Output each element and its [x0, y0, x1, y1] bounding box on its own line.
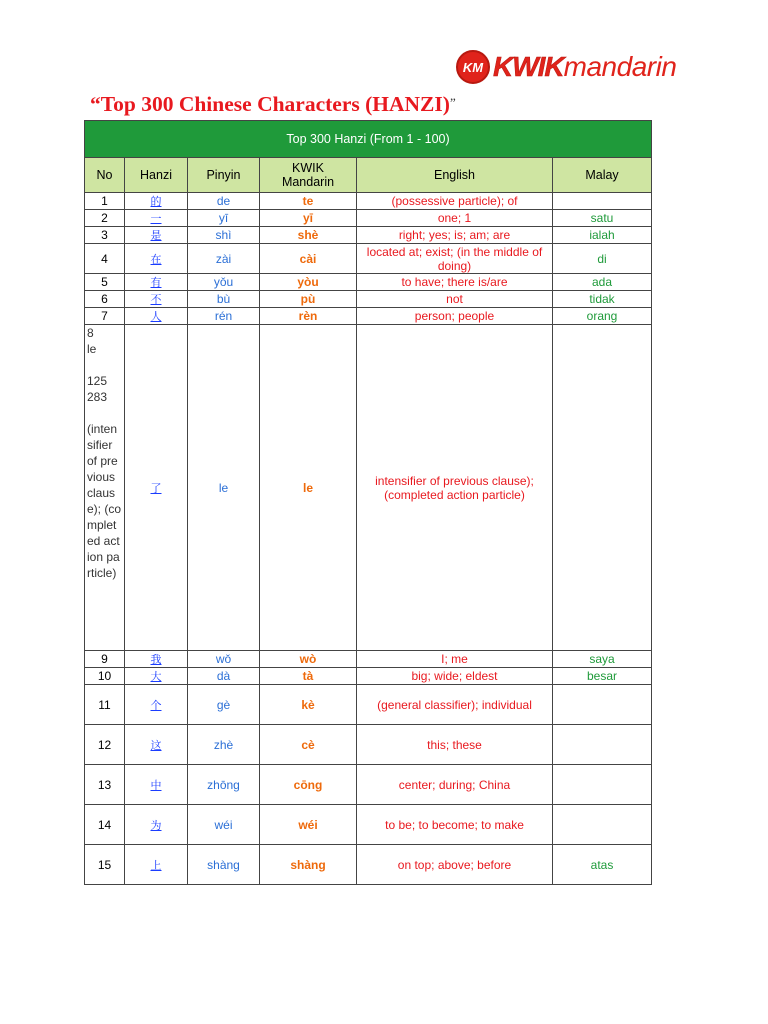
cell-english: located at; exist; (in the middle of doing)	[357, 244, 553, 274]
cell-no: 11	[85, 685, 125, 725]
cell-english: not	[357, 291, 553, 308]
cell-hanzi[interactable]: 有	[125, 274, 188, 291]
cell-english: right; yes; is; am; are	[357, 227, 553, 244]
cell-malay: satu	[553, 210, 652, 227]
table-row	[85, 193, 652, 210]
cell-pinyin: wéi	[188, 805, 260, 845]
table-row	[85, 274, 652, 291]
cell-kwik-mandarin: kè	[260, 685, 357, 725]
table-row	[85, 308, 652, 325]
cell-hanzi[interactable]: 人	[125, 308, 188, 325]
cell-kwik-mandarin: pù	[260, 291, 357, 308]
table-row	[85, 685, 652, 725]
cell-malay: di	[553, 244, 652, 274]
cell-hanzi[interactable]: 不	[125, 291, 188, 308]
logo-kwik-text: KWIK	[493, 51, 564, 82]
header-pinyin: Pinyin	[188, 158, 260, 193]
cell-english: to have; there is/are	[357, 274, 553, 291]
header-malay: Malay	[553, 158, 652, 193]
cell-no: 1	[85, 193, 125, 210]
cell-kwik-mandarin: cài	[260, 244, 357, 274]
cell-kwik-mandarin: shàng	[260, 845, 357, 885]
header-no: No	[85, 158, 125, 193]
table-row	[85, 291, 652, 308]
cell-kwik-mandarin: wò	[260, 651, 357, 668]
cell-no: 5	[85, 274, 125, 291]
header-kwik-mandarin: KWIK Mandarin	[260, 158, 357, 193]
cell-no: 4	[85, 244, 125, 274]
cell-kwik-mandarin: cè	[260, 725, 357, 765]
cell-pinyin: gè	[188, 685, 260, 725]
cell-malay: saya	[553, 651, 652, 668]
cell-kwik-mandarin: le	[260, 325, 357, 651]
cell-pinyin: yǒu	[188, 274, 260, 291]
cell-hanzi[interactable]: 个	[125, 685, 188, 725]
cell-english: one; 1	[357, 210, 553, 227]
cell-pinyin: de	[188, 193, 260, 210]
cell-no: 12	[85, 725, 125, 765]
cell-no: 2	[85, 210, 125, 227]
cell-hanzi[interactable]: 上	[125, 845, 188, 885]
cell-kwik-mandarin: rèn	[260, 308, 357, 325]
cell-malay: atas	[553, 845, 652, 885]
cell-kwik-mandarin: yòu	[260, 274, 357, 291]
cell-malay	[553, 193, 652, 210]
cell-pinyin: yī	[188, 210, 260, 227]
header-hanzi: Hanzi	[125, 158, 188, 193]
document-title-text: “Top 300 Chinese Characters (HANZI)	[90, 92, 450, 116]
cell-english: to be; to become; to make	[357, 805, 553, 845]
table-row	[85, 845, 652, 885]
cell-pinyin: zhōng	[188, 765, 260, 805]
cell-hanzi[interactable]: 了	[125, 325, 188, 651]
cell-hanzi[interactable]: 这	[125, 725, 188, 765]
cell-no: 6	[85, 291, 125, 308]
kwik-mandarin-logo	[456, 48, 676, 86]
cell-pinyin: bù	[188, 291, 260, 308]
cell-pinyin: dà	[188, 668, 260, 685]
cell-kwik-mandarin: te	[260, 193, 357, 210]
table-row	[85, 725, 652, 765]
logo-badge: KM	[456, 50, 490, 84]
table-row	[85, 805, 652, 845]
table-banner: Top 300 Hanzi (From 1 - 100)	[85, 121, 652, 158]
cell-no: 13	[85, 765, 125, 805]
cell-hanzi[interactable]: 为	[125, 805, 188, 845]
cell-malay: ialah	[553, 227, 652, 244]
cell-malay	[553, 725, 652, 765]
cell-malay	[553, 805, 652, 845]
hanzi-table	[84, 120, 652, 885]
cell-english: big; wide; eldest	[357, 668, 553, 685]
cell-hanzi[interactable]: 的	[125, 193, 188, 210]
table-row	[85, 651, 652, 668]
cell-pinyin: rén	[188, 308, 260, 325]
cell-pinyin: zài	[188, 244, 260, 274]
cell-hanzi[interactable]: 在	[125, 244, 188, 274]
cell-english: I; me	[357, 651, 553, 668]
table-header-row	[85, 158, 652, 193]
cell-english: (general classifier); individual	[357, 685, 553, 725]
cell-no: 7	[85, 308, 125, 325]
cell-pinyin: shàng	[188, 845, 260, 885]
cell-english: center; during; China	[357, 765, 553, 805]
cell-english: on top; above; before	[357, 845, 553, 885]
cell-no: 14	[85, 805, 125, 845]
cell-malay: ada	[553, 274, 652, 291]
cell-malay	[553, 325, 652, 651]
header-english: English	[357, 158, 553, 193]
table-row	[85, 668, 652, 685]
table-row	[85, 244, 652, 274]
table-row	[85, 325, 652, 651]
cell-malay: tidak	[553, 291, 652, 308]
cell-english: this; these	[357, 725, 553, 765]
cell-no: 3	[85, 227, 125, 244]
cell-kwik-mandarin: cōng	[260, 765, 357, 805]
cell-pinyin: shì	[188, 227, 260, 244]
cell-no: 15	[85, 845, 125, 885]
table-row	[85, 765, 652, 805]
document-title-closing-quote: ”	[449, 95, 456, 110]
cell-hanzi[interactable]: 中	[125, 765, 188, 805]
cell-kwik-mandarin: tà	[260, 668, 357, 685]
cell-pinyin: zhè	[188, 725, 260, 765]
table-row	[85, 227, 652, 244]
cell-malay: orang	[553, 308, 652, 325]
table-row	[85, 210, 652, 227]
cell-malay	[553, 685, 652, 725]
cell-no: 10	[85, 668, 125, 685]
cell-no: 8 le 125 283 (intensifier of previous clause); (completed action particle)	[85, 325, 125, 651]
cell-hanzi[interactable]: 我	[125, 651, 188, 668]
cell-english: (possessive particle); of	[357, 193, 553, 210]
cell-malay	[553, 765, 652, 805]
cell-no: 9	[85, 651, 125, 668]
cell-kwik-mandarin: shè	[260, 227, 357, 244]
cell-pinyin: le	[188, 325, 260, 651]
logo-mandarin-text: mandarin	[563, 51, 677, 82]
cell-malay: besar	[553, 668, 652, 685]
cell-pinyin: wǒ	[188, 651, 260, 668]
cell-hanzi[interactable]: 是	[125, 227, 188, 244]
cell-english: person; people	[357, 308, 553, 325]
cell-kwik-mandarin: wéi	[260, 805, 357, 845]
document-title	[90, 92, 456, 117]
cell-hanzi[interactable]: 大	[125, 668, 188, 685]
cell-english: intensifier of previous clause); (completed action particle)	[357, 325, 553, 651]
cell-hanzi[interactable]: 一	[125, 210, 188, 227]
cell-kwik-mandarin: yī	[260, 210, 357, 227]
